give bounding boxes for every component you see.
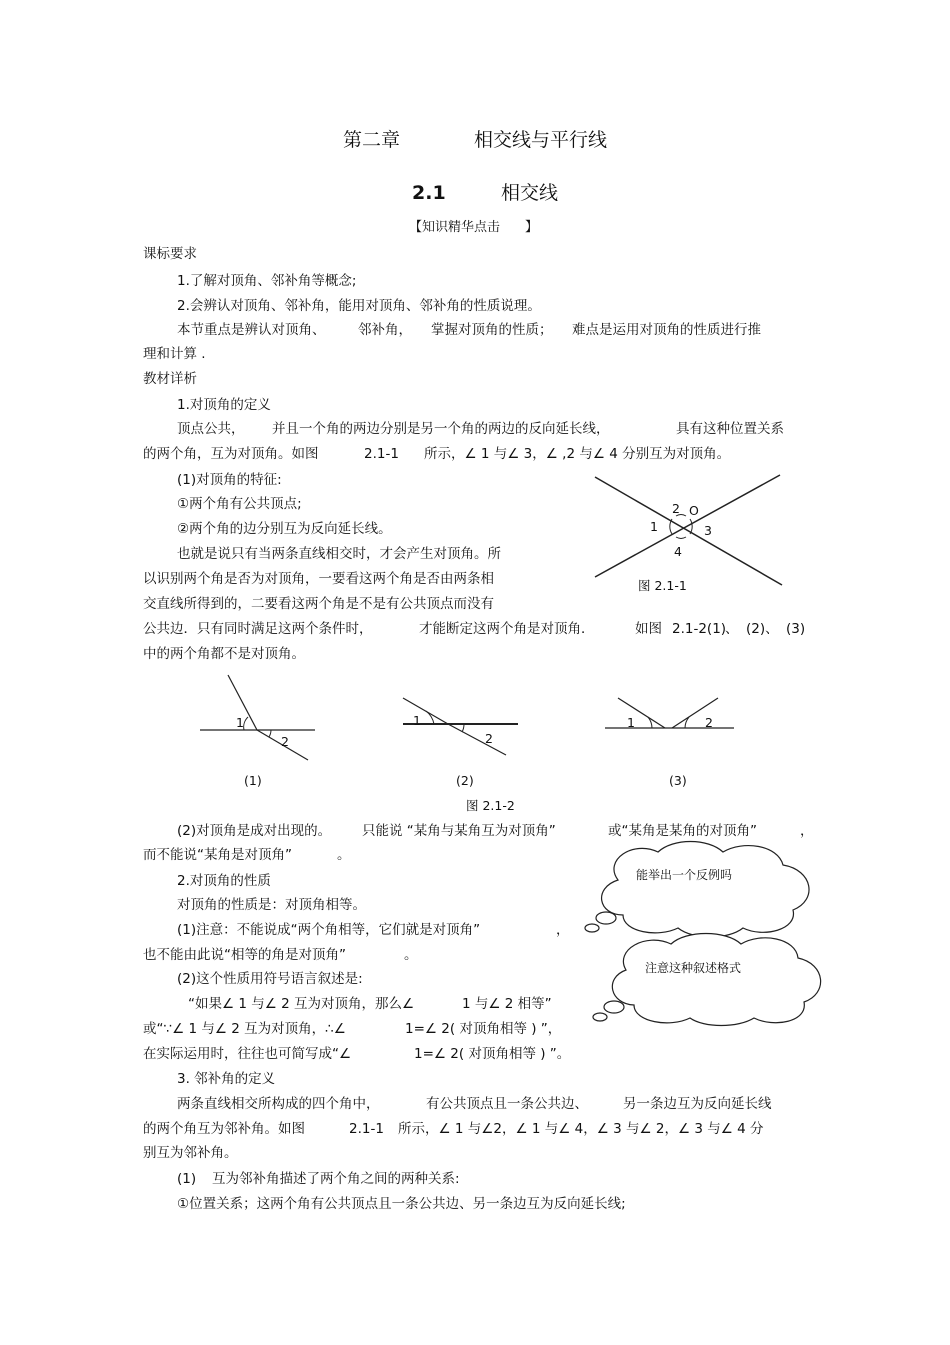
feature-2: ②两个角的边分别互为反向延长线。 xyxy=(177,521,392,537)
pair-c: 或“某角是某角的对顶角” xyxy=(608,823,757,839)
sym-title: (2)这个性质用符号语言叙述是: xyxy=(177,971,363,987)
def3-f: 所示，∠ 1 与∠2，∠ 1 与∠ 4，∠ 3 与∠ 2，∠ 3 与∠ 4 分 xyxy=(398,1121,764,1137)
feature-1: ①两个角有公共顶点; xyxy=(177,496,302,512)
def1-a: 顶点公共， xyxy=(177,421,245,437)
para-d2: 才能断定这两个角是对顶角． xyxy=(419,621,595,637)
fig1-label-4: 4 xyxy=(674,544,682,559)
para-d4: 2.1-2(1) xyxy=(672,621,727,637)
requirement-2: 2.会辨认对顶角、邻补角，能用对顶角、邻补角的性质说理。 xyxy=(177,298,541,314)
para-e: 中的两个角都不是对顶角。 xyxy=(143,646,305,662)
cloud-1-text: 能举出一个反例吗 xyxy=(636,868,733,882)
para-d3: 如图 xyxy=(635,621,662,637)
feature-title: (1)对顶角的特征: xyxy=(177,472,282,488)
fig2-3-label-2: 2 xyxy=(705,715,713,730)
para-a: 也就是说只有当两条直线相交时，才会产生对顶角。所 xyxy=(177,546,501,562)
chapter-name: 相交线与平行线 xyxy=(474,129,608,151)
para-d7: (3) xyxy=(786,621,806,637)
subtitle-right: 】 xyxy=(525,220,539,235)
def3-e: 2.1-1 xyxy=(349,1121,384,1137)
def3-g: 别互为邻补角。 xyxy=(143,1145,238,1161)
note-d: 。 xyxy=(404,947,418,963)
fig1-label-3: 3 xyxy=(704,523,712,538)
para-d1: 公共边．只有同时满足这两个条件时， xyxy=(143,621,373,637)
fig2-caption: 图 2.1-2 xyxy=(466,798,515,813)
note-a: (1)注意：不能说成“两个角相等，它们就是对顶角” xyxy=(177,922,481,938)
rel-c: ①位置关系；这两个角有公共顶点且一条公共边、另一条边互为反向延长线; xyxy=(177,1196,626,1212)
note-c: 也不能由此说“相等的角是对顶角” xyxy=(143,947,346,963)
prop-text: 对顶角的性质是：对顶角相等。 xyxy=(177,897,366,913)
sym-b: 1 与∠ 2 相等” xyxy=(462,996,552,1012)
fig2-2-label-2: 2 xyxy=(485,731,493,746)
def1-e: 2.1-1 xyxy=(364,446,399,462)
def3-d: 的两个角互为邻补角。如图 xyxy=(143,1121,305,1137)
fig2-1-label-2: 2 xyxy=(281,734,289,749)
focus-d: 难点是运用对顶角的性质进行推 xyxy=(572,322,761,338)
def3-c: 另一条边互为反向延长线 xyxy=(623,1096,772,1112)
fig1-label-o: O xyxy=(689,503,699,518)
fig2-2-label-1: 1 xyxy=(413,713,421,728)
chapter-title: 第二章 xyxy=(343,129,401,151)
def3-title: 3. 邻补角的定义 xyxy=(177,1071,276,1087)
figure-2-1-2-part3 xyxy=(600,690,740,735)
fig2-sub2: (2) xyxy=(456,773,474,788)
sym-e: 在实际运用时，往往也可简写成“∠ xyxy=(143,1046,352,1062)
prop-title: 2.对顶角的性质 xyxy=(177,873,271,889)
fig2-3-label-1: 1 xyxy=(627,715,635,730)
sym-d: 1=∠ 2( 对顶角相等 ) ”， xyxy=(405,1021,562,1037)
para-d5: 、 xyxy=(725,621,739,637)
def1-title: 1.对顶角的定义 xyxy=(177,397,271,413)
thought-cloud-1 xyxy=(578,840,818,940)
sym-f: 1=∠ 2( 对顶角相等 ) ”。 xyxy=(414,1046,571,1062)
heading-requirements: 课标要求 xyxy=(143,246,197,262)
subtitle-left: 【知识精华点击 xyxy=(409,220,501,235)
fig1-label-1: 1 xyxy=(650,519,658,534)
pair-b: 只能说 “某角与某角互为对顶角” xyxy=(362,823,556,839)
para-c: 交直线所得到的，二要看这两个角是不是有公共顶点而没有 xyxy=(143,596,494,612)
focus-c: 掌握对顶角的性质； xyxy=(431,322,553,338)
def1-b: 并且一个角的两边分别是另一个角的两边的反向延长线， xyxy=(272,421,610,437)
pair-a: (2)对顶角是成对出现的。 xyxy=(177,823,332,839)
focus-e: 理和计算 . xyxy=(143,346,206,362)
sym-c: 或“∵∠ 1 与∠ 2 互为对顶角，∴∠ xyxy=(143,1021,346,1037)
para-b: 以识别两个角是否为对顶角，一要看这两个角是否由两条相 xyxy=(143,571,494,587)
thought-cloud-2 xyxy=(586,932,831,1027)
def3-b: 有公共顶点且一条公共边、 xyxy=(426,1096,588,1112)
pair-e: 而不能说“某角是对顶角” xyxy=(143,847,292,863)
figure-2-1-2-part1 xyxy=(195,670,325,765)
rel-a: (1) xyxy=(177,1171,197,1187)
fig1-label-2: 2 xyxy=(672,501,680,516)
para-d6: (2)、 xyxy=(746,621,779,637)
heading-analysis: 教材详析 xyxy=(143,371,197,387)
cloud-2-text: 注意这种叙述格式 xyxy=(645,961,742,975)
fig2-1-label-1: 1 xyxy=(236,715,244,730)
rel-b: 互为邻补角描述了两个角之间的两种关系: xyxy=(212,1171,460,1187)
note-b: ， xyxy=(556,922,570,938)
figure-2-1-1 xyxy=(590,470,790,595)
def1-f: 所示，∠ 1 与∠ 3，∠ ,2 与∠ 4 分别互为对顶角。 xyxy=(424,446,731,462)
def3-a: 两条直线相交所构成的四个角中， xyxy=(177,1096,380,1112)
fig2-sub1: (1) xyxy=(244,773,262,788)
fig1-caption: 图 2.1-1 xyxy=(638,578,687,593)
pair-f: 。 xyxy=(337,847,351,863)
focus-b: 邻补角， xyxy=(358,322,412,338)
def1-d: 的两个角，互为对顶角。如图 xyxy=(143,446,319,462)
focus-a: 本节重点是辨认对顶角、 xyxy=(177,322,326,338)
requirement-1: 1.了解对顶角、邻补角等概念; xyxy=(177,273,357,289)
fig2-sub3: (3) xyxy=(669,773,687,788)
sym-a: “如果∠ 1 与∠ 2 互为对顶角，那么∠ xyxy=(188,996,415,1012)
section-number: 2.1 xyxy=(412,182,446,204)
pair-d: ， xyxy=(800,823,814,839)
section-name: 相交线 xyxy=(501,182,559,204)
def1-c: 具有这种位置关系 xyxy=(676,421,784,437)
